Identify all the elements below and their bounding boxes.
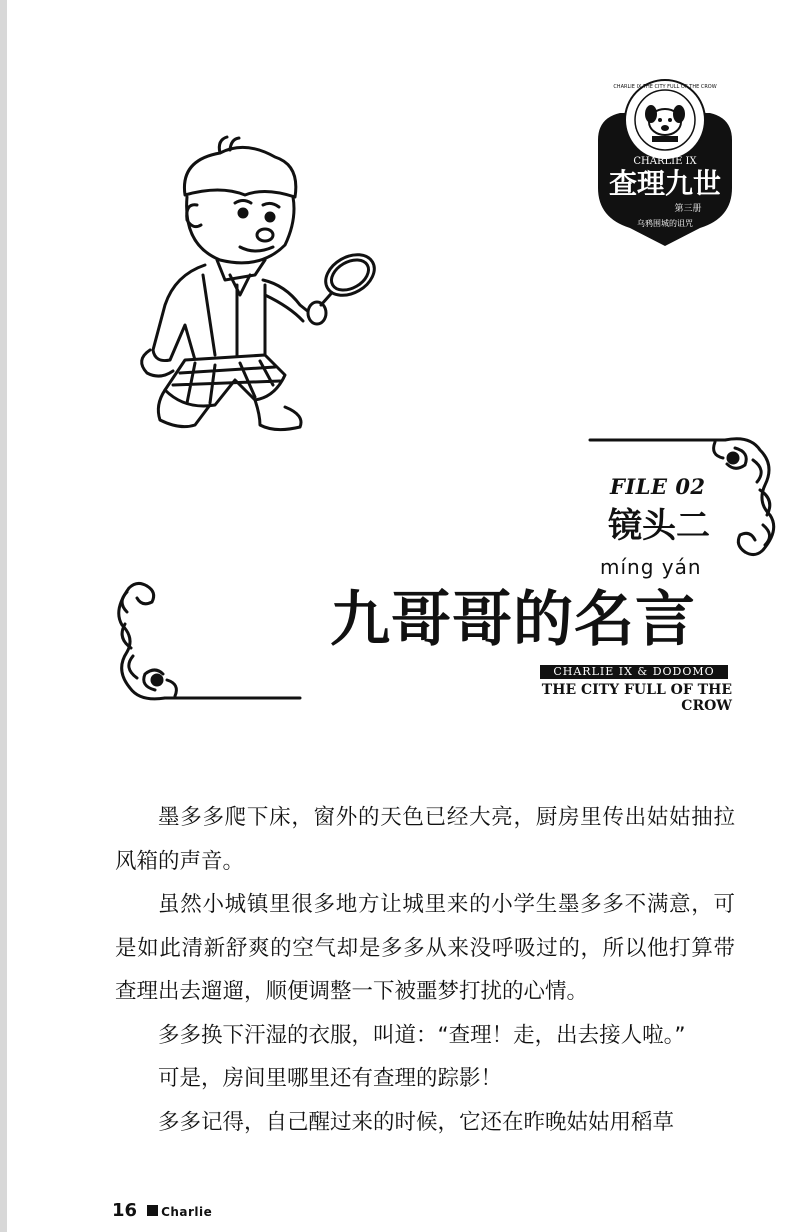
page-footer [112, 1200, 212, 1221]
body-text [115, 796, 735, 1144]
file-label: FILE 02 [610, 474, 706, 499]
badge-top-text: CHARLIE IX [633, 156, 697, 167]
series-badge [590, 78, 740, 253]
page-number: 16 [112, 1200, 138, 1221]
badge-ring-text: CHARLIE IX THE CITY FULL OF THE CROW [613, 84, 717, 90]
page-edge [0, 0, 7, 1232]
square-icon [147, 1205, 158, 1216]
chapter-title: 九哥哥的名言 [330, 585, 696, 655]
badge-main-title: 查理九世 [608, 167, 722, 200]
footer-brand: Charlie [161, 1205, 213, 1219]
paragraph: 可是，房间里哪里还有查理的踪影！ [158, 1066, 503, 1091]
badge-volume: 第三册 [674, 204, 702, 214]
boy-detective-illustration [125, 135, 390, 435]
ornament-bottom-left [105, 570, 305, 705]
file-subtitle: 镜头二 [608, 506, 710, 546]
badge-subtitle: 乌鸦围城的诅咒 [637, 219, 693, 228]
paragraph: 墨多多爬下床，窗外的天色已经大亮，厨房里传出姑姑抽拉风箱的声音。 [115, 805, 735, 874]
series-name: CHARLIE IX & DODOMO [540, 665, 728, 679]
paragraph: 虽然小城镇里很多地方让城里来的小学生墨多多不满意，可是如此清新舒爽的空气却是多多从来没呼吸过的，所以他打算带查理出去遛遛，顺便调整一下被噩梦打扰的心情。 [115, 892, 735, 1004]
paragraph: 多多换下汗湿的衣服，叫道：“查理！走，出去接人啦。” [158, 1022, 686, 1048]
title-pinyin: míng yán [600, 555, 702, 579]
series-subtitle: THE CITY FULL OF THE CROW [541, 682, 732, 714]
paragraph: 多多记得，自己醒过来的时候，它还在昨晚姑姑用稻草 [158, 1109, 675, 1135]
